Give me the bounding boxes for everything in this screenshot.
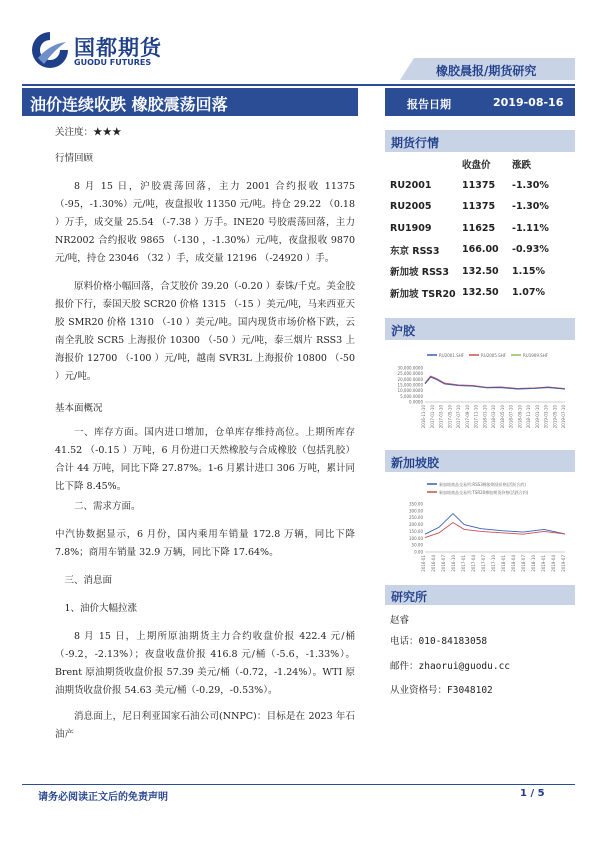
y-tick-label: 350.00 bbox=[409, 501, 423, 507]
analyst-email[interactable]: 邮件：zhaorui@guodu.cc bbox=[390, 661, 511, 672]
y-axis bbox=[409, 502, 423, 555]
col-price: 收盘价 bbox=[462, 159, 491, 171]
x-tick-label: 2019-07 bbox=[561, 555, 566, 572]
y-tick-label: 0.0000 bbox=[409, 399, 423, 405]
company-logo bbox=[30, 30, 175, 74]
shfe-price-chart bbox=[385, 342, 575, 442]
paragraph-market: 8 月 15 日，沪胶震荡回落，主力 2001 合约报收 11375（-95，-1.30%）元/吨，夜盘报收 11350 元/吨。持仓 29.22 （0.18 ）万手，成交量 25.54 （-7.38 ）万手。INE20 号胶震荡回落，主力 NR2002 合约报收 9865 （-130 ，-1.30%）元/吨，夜盘报收 9870 元/吨，持仓 23046 （32 ）手，成交量 12196 （-24920 ）手。 bbox=[55, 181, 355, 264]
research-heading-bar bbox=[385, 585, 575, 605]
x-tick-label: 2018-07 bbox=[521, 555, 526, 572]
futures-table bbox=[390, 153, 575, 304]
futures-heading: 期货行情 bbox=[391, 136, 440, 150]
attention-level: 关注度：★★★ bbox=[55, 127, 122, 138]
sgx-chart-heading: 新加坡胶 bbox=[391, 456, 440, 470]
legend bbox=[427, 353, 549, 358]
legend-item: RU1909.SHF bbox=[523, 353, 549, 358]
paragraph-oil-heading: 1、油价大幅拉涨 bbox=[64, 603, 138, 614]
analyst-phone: 电话：010-84183058 bbox=[390, 636, 488, 647]
paragraph-news-heading: 三、消息面 bbox=[64, 575, 113, 586]
analyst-name: 赵睿 bbox=[390, 615, 410, 626]
x-tick-label: 2017-07-10 bbox=[456, 405, 461, 429]
y-tick-label: 10,000.0000 bbox=[397, 388, 423, 394]
x-tick-label: 2019-01 bbox=[541, 555, 546, 572]
paragraph-demand-heading: 二、需求方面。 bbox=[74, 501, 141, 512]
report-title-bar bbox=[22, 88, 358, 116]
x-tick-label: 2017-09-10 bbox=[464, 405, 470, 429]
main-body bbox=[55, 122, 355, 744]
paragraph-demand: 中汽协数据显示，6 月份，国内乘用车销量 172.8 万辆，同比下降 7.8%；商用车销量 32.9 万辆，同比下降 17.64%。 bbox=[55, 529, 355, 558]
table-row: 东京 RSS3 166.00 -0.93% bbox=[390, 244, 549, 257]
x-tick-label: 2016-04 bbox=[431, 555, 436, 572]
x-tick-label: 2019-05-10 bbox=[552, 405, 558, 429]
x-tick-label: 2019-01-10 bbox=[534, 405, 540, 429]
x-tick-label: 2019-07-10 bbox=[561, 405, 566, 429]
footer-disclaimer[interactable]: 请务必阅读正文后的免责声明 bbox=[38, 792, 168, 803]
x-tick-label: 2018-11-10 bbox=[526, 405, 531, 429]
x-tick-label: 2018-07-10 bbox=[508, 405, 514, 429]
legend bbox=[427, 481, 529, 495]
legend-item: 新加坡商品交易所:RSS3橡胶期货价格(活跃合约) bbox=[439, 482, 526, 487]
x-tick-label: 2017-01-10 bbox=[429, 405, 435, 429]
x-tick-label: 2017-03-10 bbox=[438, 405, 444, 429]
y-tick-label: 200.00 bbox=[409, 522, 423, 528]
y-axis bbox=[398, 366, 424, 405]
x-axis bbox=[421, 402, 566, 428]
research-heading: 研究所 bbox=[391, 590, 428, 604]
y-tick-label: 30,000.0000 bbox=[397, 365, 423, 371]
x-tick-label: 2018-05-10 bbox=[499, 405, 505, 429]
banner-notch bbox=[400, 58, 414, 80]
y-tick-label: 5,000.0000 bbox=[400, 393, 423, 399]
page-number: 1 / 5 bbox=[520, 788, 545, 799]
header-banner bbox=[400, 58, 575, 80]
col-change: 涨跌 bbox=[512, 159, 532, 171]
sgx-chart-heading-bar bbox=[385, 450, 575, 472]
x-tick-label: 2017-11-10 bbox=[473, 405, 479, 429]
x-tick-label: 2018-01 bbox=[501, 555, 506, 572]
y-tick-label: 250.00 bbox=[409, 515, 423, 521]
section-market-review: 行情回顾 bbox=[55, 153, 94, 164]
footer-rule bbox=[22, 784, 575, 785]
shfe-chart-heading: 沪胶 bbox=[391, 324, 416, 338]
x-tick-label: 2018-01-10 bbox=[482, 405, 488, 429]
series-line-ru2005 bbox=[425, 376, 565, 389]
table-row: 新加坡 RSS3 132.50 1.15% bbox=[390, 265, 545, 279]
y-tick-label: 100.00 bbox=[409, 535, 423, 541]
x-axis bbox=[421, 552, 566, 572]
y-tick-label: 150.00 bbox=[409, 528, 423, 534]
logo-cn: 国都期货 bbox=[74, 36, 162, 60]
table-row: 新加坡 TSR20 132.50 1.07% bbox=[390, 287, 545, 300]
x-tick-label: 2019-03-10 bbox=[543, 405, 549, 429]
x-tick-label: 2018-03-10 bbox=[491, 405, 496, 429]
header-rule bbox=[22, 84, 575, 86]
banner-text: 橡胶晨报/期货研究 bbox=[436, 64, 537, 78]
x-tick-label: 2016-11-10 bbox=[421, 405, 426, 429]
y-tick-label: 20,000.0000 bbox=[397, 376, 423, 382]
paragraph-raw-material: 原料价格小幅回落，合艾胶价 39.20（-0.20 ）泰铢/千克。美金胶报价下行，泰国天胶 SCR20 价格 1315 （-15 ）美元/吨，马来西亚天胶 SMR20 价格 1310 （-10 ）美元/吨。国内现货市场价格下跌，云南全乳胶 SCR5 上海报价 10300 （-50 ）元/吨，泰三烟片 RSS3 上海报价 12700 （-100 ）元/吨，越南 SVR3L 上海报价 10800 （-50 ）元/吨。 bbox=[55, 281, 355, 382]
y-tick-label: 50.00 bbox=[411, 542, 423, 548]
series-lines bbox=[425, 514, 565, 538]
y-tick-label: 15,000.0000 bbox=[397, 382, 423, 388]
logo-mark-icon bbox=[30, 30, 70, 70]
legend-item: 新加坡商品交易所:TSR20橡胶期货价格(活跃合约) bbox=[439, 490, 529, 495]
futures-header-row bbox=[390, 153, 575, 175]
paragraph-news: 消息面上，尼日利亚国家石油公司(NNPC)：目标是在 2023 年石油产 bbox=[55, 711, 355, 740]
report-date-label: 报告日期 bbox=[407, 98, 451, 111]
x-tick-label: 2018-09-10 bbox=[517, 405, 523, 429]
x-tick-label: 2016-07 bbox=[441, 555, 446, 572]
section-fundamentals: 基本面概况 bbox=[55, 403, 103, 414]
report-date-bar bbox=[385, 88, 575, 116]
logo-en: GUODU FUTURES bbox=[74, 58, 152, 67]
x-tick-label: 2016-10 bbox=[451, 555, 456, 572]
table-row: RU2005 11375 -1.30% bbox=[390, 201, 549, 213]
x-tick-label: 2016-01 bbox=[421, 555, 426, 572]
legend-item: RU2005.SHF bbox=[481, 353, 507, 358]
futures-heading-bar bbox=[385, 130, 575, 152]
y-tick-label: 25,000.0000 bbox=[397, 371, 423, 377]
paragraph-oil: 8 月 15 日，上期所原油期货主力合约收盘价报 422.4 元/桶（-9.2，-2.13%）；夜盘收盘价报 416.8 元/桶（-5.6，-1.33%）。Brent 原油期货收盘价报 57.39 美元/桶（-0.72，-1.24%）。WTI 原油期货收盘价报 54.63 美元/桶（-0.29，-0.53%）。 bbox=[55, 631, 355, 696]
report-title: 油价连续收跌 橡胶震荡回落 bbox=[30, 95, 228, 114]
analyst-license: 从业资格号：F3048102 bbox=[390, 685, 493, 696]
y-tick-label: 300.00 bbox=[409, 508, 423, 514]
legend-item: RU2001.SHF bbox=[439, 353, 465, 358]
y-tick-label: 0.00 bbox=[414, 549, 423, 555]
table-row: RU2001 11375 -1.30% bbox=[390, 179, 549, 191]
x-tick-label: 2018-04 bbox=[511, 555, 516, 572]
x-tick-label: 2017-04 bbox=[471, 555, 476, 572]
report-date: 2019-08-16 bbox=[493, 96, 564, 109]
x-tick-label: 2017-10 bbox=[491, 555, 496, 572]
table-row: RU1909 11625 -1.11% bbox=[390, 222, 549, 234]
x-tick-label: 2017-07 bbox=[481, 555, 486, 572]
paragraph-inventory: 一、库存方面。国内进口增加，仓单库存维持高位。上期所库存 41.52 （-0.15 ）万吨，6 月份进口天然橡胶与合成橡胶（包括乳胶）合计 44 万吨，同比下降 27.87%。1-6 月累计进口 306 万吨，累计同比下降 8.45%。 bbox=[55, 427, 355, 492]
sgx-price-chart bbox=[385, 474, 575, 584]
x-tick-label: 2019-04 bbox=[551, 555, 556, 572]
x-tick-label: 2018-10 bbox=[531, 555, 536, 572]
x-tick-label: 2017-05-10 bbox=[447, 405, 453, 429]
series-lines bbox=[425, 376, 565, 389]
shfe-chart-heading-bar bbox=[385, 318, 575, 340]
x-tick-label: 2017-01 bbox=[461, 555, 466, 572]
